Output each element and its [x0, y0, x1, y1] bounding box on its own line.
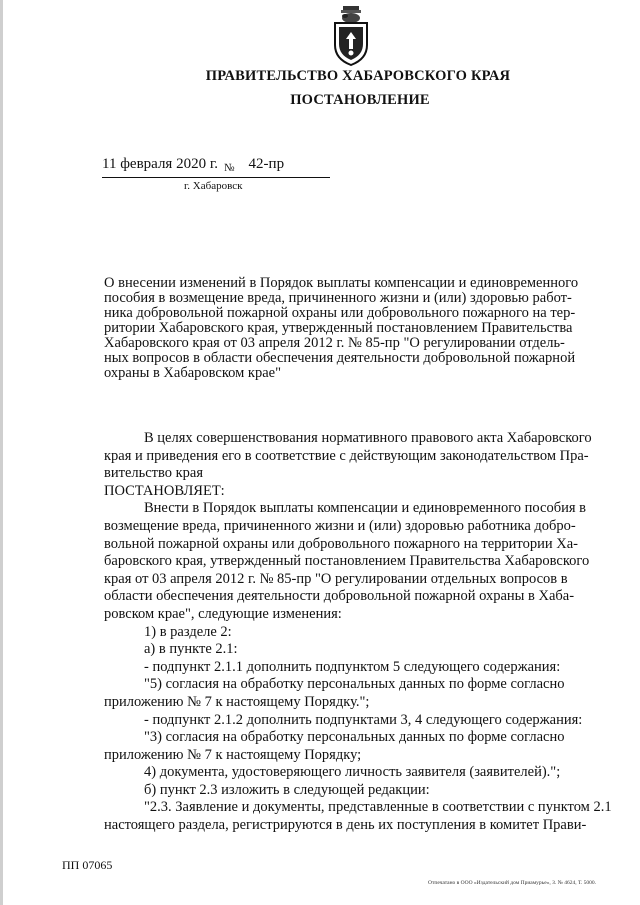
document-subject: [104, 276, 612, 381]
organization-title: ПРАВИТЕЛЬСТВО ХАБАРОВСКОГО КРАЯ: [205, 68, 511, 84]
body-line: Внести в Порядок выплаты компенсации и единовременного пособия в: [144, 500, 586, 517]
body-line: вительство края: [104, 465, 204, 482]
footer-code: ПП 07065: [62, 858, 113, 872]
body-line: - подпункт 2.1.2 дополнить подпунктами 3, 4 следующего содержания:: [144, 711, 583, 728]
subject-line: пособия в возмещение вреда, причиненного жизни и (или) здоровью работ-: [104, 290, 572, 306]
body-line: края и приведения его в соответствие с действующим законодательством Пра-: [104, 447, 589, 464]
document-date-line: [102, 156, 284, 173]
document-number: 42-пр: [248, 156, 285, 172]
body-line: возмещение вреда, причиненного жизни и (или) здоровью работника добро-: [104, 517, 576, 534]
body-line: ровском крае", следующие изменения:: [104, 605, 342, 622]
document-city: г. Хабаровск: [184, 180, 243, 192]
body-line: б) пункт 2.3 изложить в следующей редакции:: [144, 781, 430, 798]
document-date: 11 февраля 2020 г.: [102, 156, 219, 172]
body-line: В целях совершенствования нормативного правового акта Хабаровского: [144, 430, 592, 446]
subject-line: ритории Хабаровского края, утвержденный постановлением Правительства: [104, 320, 573, 336]
body-line: приложению № 7 к настоящему Порядку;: [104, 746, 362, 763]
body-line: 4) документа, удостоверяющего личность заявителя (заявителей).";: [144, 764, 561, 781]
coat-of-arms-icon: [325, 5, 377, 67]
printer-note: Отпечатано в ООО «Издательский дом Приамурье», З. № 4624, Т. 5000.: [428, 880, 596, 886]
document-body: [104, 430, 610, 835]
body-line: "2.3. Заявление и документы, представленные в соответствии с пунктом 2.1: [144, 799, 612, 816]
body-line: баровского края, утвержденный постановлением Правительства Хабаровского: [104, 553, 590, 570]
subject-line: охраны в Хабаровском крае": [104, 365, 282, 381]
page-edge: [0, 0, 3, 905]
subject-line: ных вопросов в области обеспечения деятельности добровольной пожарной: [104, 350, 576, 366]
body-line: 1) в разделе 2:: [144, 623, 232, 640]
number-sign: №: [224, 162, 235, 174]
body-line: вольной пожарной охраны или добровольного пожарного на территории Ха-: [104, 535, 578, 552]
body-line: "5) согласия на обработку персональных данных по форме согласно: [144, 676, 565, 693]
subject-line: ника добровольной пожарной охраны или добровольного пожарного на тер-: [104, 305, 576, 321]
body-line: области обеспечения деятельности добровольной пожарной охраны в Хаба-: [104, 588, 575, 605]
body-line: приложению № 7 к настоящему Порядку.";: [104, 693, 370, 710]
body-line: ПОСТАНОВЛЯЕТ:: [104, 482, 225, 499]
subject-line: О внесении изменений в Порядок выплаты компенсации и единовременного: [104, 275, 579, 291]
body-line: "3) согласия на обработку персональных данных по форме согласно: [144, 729, 565, 746]
body-line: края от 03 апреля 2012 г. № 85-пр "О регулировании отдельных вопросов в: [104, 570, 568, 587]
document-type-title: ПОСТАНОВЛЕНИЕ: [290, 92, 430, 108]
body-line: а) в пункте 2.1:: [144, 641, 238, 658]
subject-line: Хабаровского края от 03 апреля 2012 г. № 85-пр "О регулировании отдель-: [104, 335, 565, 351]
body-line: - подпункт 2.1.1 дополнить подпунктом 5 следующего содержания:: [144, 658, 561, 675]
date-underline: [102, 177, 330, 178]
body-line: настоящего раздела, регистрируются в день их поступления в комитет Прави-: [104, 817, 587, 834]
